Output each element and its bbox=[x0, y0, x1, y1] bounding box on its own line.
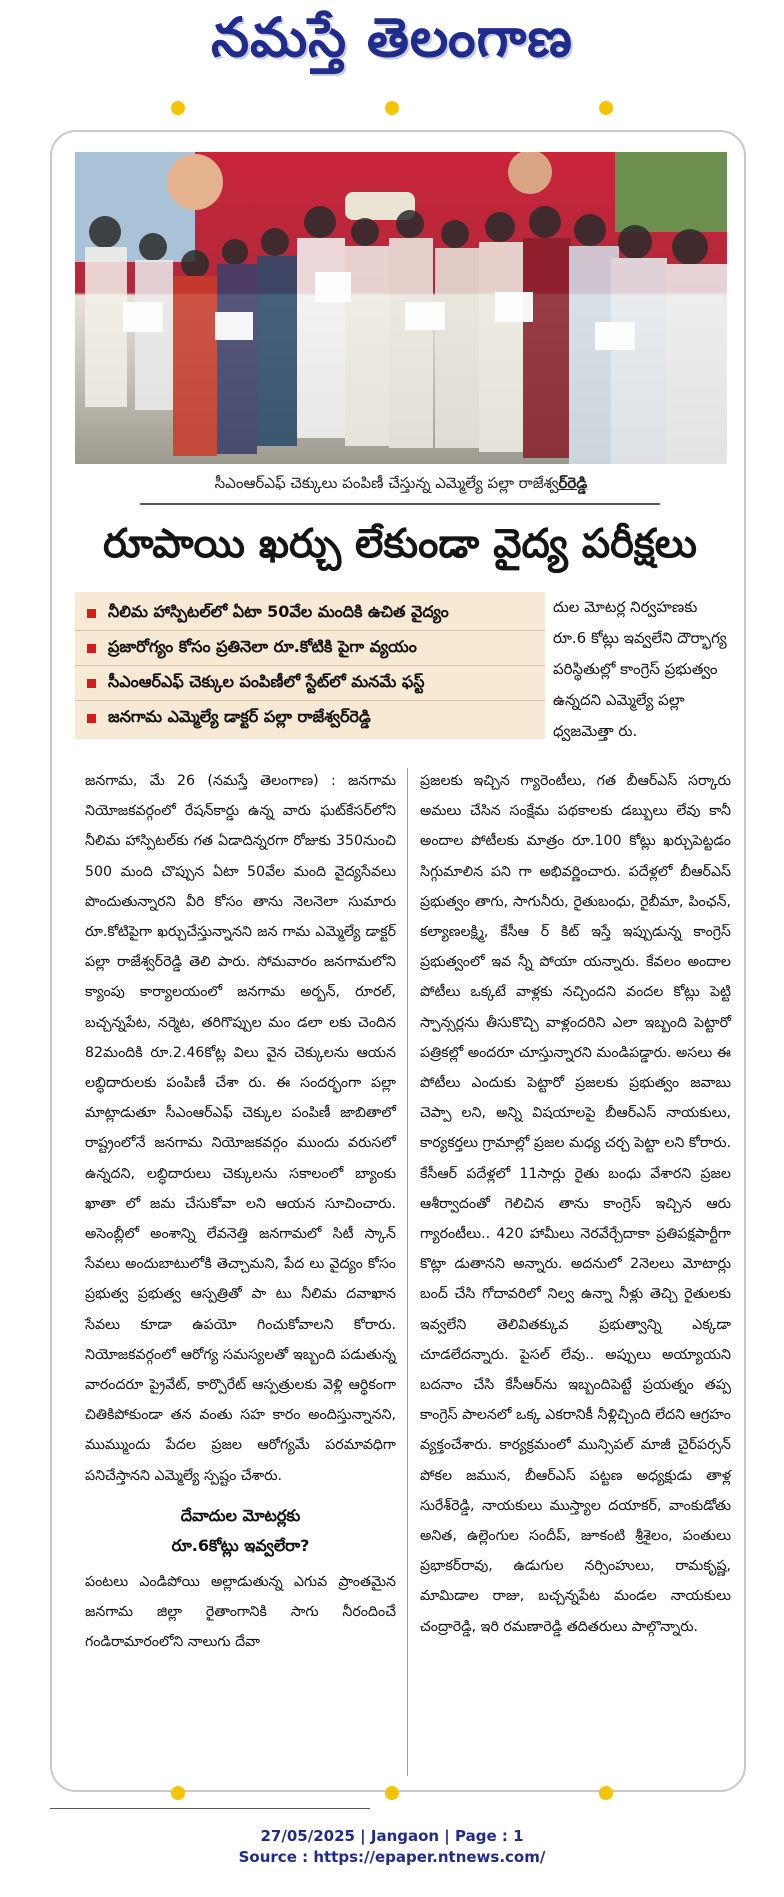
footer-source-link[interactable]: Source : https://epaper.ntnews.com/ bbox=[238, 1848, 546, 1866]
bullet-square-icon bbox=[87, 644, 96, 653]
bullet-square-icon bbox=[87, 679, 96, 688]
subheading-line: రూ.6కోట్లు ఇవ్వలేరా? bbox=[171, 1535, 310, 1555]
column-divider bbox=[407, 768, 408, 1776]
footer bbox=[0, 1826, 784, 1868]
highlights-box bbox=[75, 592, 545, 739]
subheading bbox=[85, 1501, 396, 1561]
bullet-square-icon bbox=[87, 609, 96, 618]
top-center-dot bbox=[385, 101, 399, 115]
bottom-center-dot bbox=[599, 1786, 613, 1800]
highlight-text: జనగామ ఎమ్మెల్యే డాక్టర్ పల్లా రాజేశ్వర్‌రెడ్డి bbox=[108, 706, 371, 726]
paragraph: ప్రజలకు ఇచ్చిన గ్యారెంటీలు, గత బీఆర్ఎస్ సర్కారు అమలు చేసిన సంక్షేమ పథకాలకు డబ్బులు లేవు కానీ అందాల పోటీలకు మాత్రం రూ.100 కోట్లు ఖర్చుపెట్టడం సిగ్గుమాలిన పని గా అభివర్ణించారు. పదేళ్లలో బీఆర్ఎస్ ప్రభుత్వం తాగు, సాగునీరు, రైతుబంధు, రైబీమా, పింఛన్, కల్యాణలక్ష్మి, కేసీఆ ర్ కిట్ ఇస్తే ఇప్పుడున్న కాంగ్రెస్ ప్రభుత్వంలో ఇవ న్నీ పోయా యన్నారు. కేవలం అందాల పోటీలు ఒక్కటే వాళ్లకు నచ్చిందని వందల కోట్లు పెట్టి స్పాన్సర్లను తీసుకొచ్చి వాళ్లందరిని ఎలా ఇబ్బంది పెట్టారో పత్రికల్లో అందరూ చూస్తున్నారని మండిపడ్డారు. అసలు ఈ పోటీలు ఎందుకు పెట్టారో ప్రజలకు ప్రభుత్వం జవాబు చెప్పా లని, అన్ని విషయాలపై బీఆర్ఎస్ నాయకులు, కార్యకర్తలు గ్రామాల్లో ప్రజల మధ్య చర్చ పెట్టా లని కోరారు. కేసీఆర్ పదేళ్లలో 11సార్లు రైతు బంధు వేశారని ప్రజల ఆశీర్వాదంతో గెలిచిన తాను కాంగ్రెస్ ఇచ్చిన ఆరు గ్యారంటీలు.. 420 హామీలు నెరవేర్చేదాకా ప్రతిపక్షపార్టీగా కొట్లా డుతానని అన్నారు. అదనులో 2నెలలు మోటార్లు బంద్ చేసి గోదావరిలో నిల్వ ఉన్నా నీళ్లు తెచ్చి రైతులకు ఇవ్వలేని తెలివితక్కువ ప్రభుత్వాన్ని ఎక్కడా చూడలేదన్నారు. పైసల్ లేవు.. అప్పులు అయ్యాయని బదనాం చేసి కేసీఆర్‌ను ఇబ్బందిపెట్టే ప్రయత్నం తప్ప కాంగ్రెస్ పాలనలో ఒక్క ఎకరానికీ నీళ్లిచ్చింది లేదని ఆగ్రహం వ్యక్తంచేశారు. కార్యక్రమంలో మున్సిపల్ మాజీ చైర్‌పర్సన్ పోకల జమున, బీఆర్ఎస్ పట్టణ అధ్యక్షుడు తాళ్ల సురేశ్‌రెడ్డి, నాయకులు ముస్త్యాల దయాకర్, వాంకుడోతు అనిత, ఉల్లెంగుల సందీప్, జూకంటి శ్రీశైలం, పంతులు ప్రభాకర్‌రావు, ఉడుగుల నర్సింహులు, రామకృష్ణ, మామిడాల రాజు, బచ్చన్నపేట మండల నాయకులు చంద్రారెడ్డి, ఇరి రమణారెడ్డి తదితరులు పాల్గొన్నారు. bbox=[420, 773, 731, 1635]
top-center-dot bbox=[599, 101, 613, 115]
highlight-text: సీఎంఆర్ఎఫ్ చెక్కుల పంపిణీలో స్టేట్‌లో మనమే ఫస్ట్ bbox=[108, 671, 425, 691]
caption-bold-text: ర్‌రెడ్డి bbox=[558, 474, 588, 492]
highlight-item bbox=[75, 631, 545, 666]
bottom-center-dot bbox=[171, 1786, 185, 1800]
paragraph: జనగామ, మే 26 (నమస్తే తెలంగాణ) : జనగామ నియోజకవర్గంలో రేషన్‌కార్డు ఉన్న వారు ఘట్‌కేసర్‌లోని నీలిమ హాస్పిటల్‌కు గత ఏడాదిన్నరగా రోజుకు 350నుంచి 500 మంది చొప్పున ఏటా 50వేల మంది వైద్యసేవలు పొందుతున్నారని వీరి కోసం తాను నెలనెలా సుమారు రూ.కోటిపైగా ఖర్చుచేస్తున్నానని జన గామ ఎమ్మెల్యే డాక్టర్ పల్లా రాజేశ్వర్‌రెడ్డి తెలి పారు. సోమవారం జనగామలోని క్యాంపు కార్యాలయంలో జనగామ అర్బన్, రూరల్, బచ్చన్నపేట, నర్మెట, తరిగొప్పుల మం డలా లకు చెందిన 82మందికి రూ.2.46కోట్ల విలు వైన చెక్కులను ఆయన లబ్ధిదారులకు పంపిణీ చేశా రు. ఈ సందర్భంగా పల్లా మాట్లాడుతూ సీఎంఆర్ఎఫ్ చెక్కుల పంపిణీ జాబితాలో రాష్ట్రంలోనే జనగామ నియోజకవర్గం ముందు వరుసలో ఉన్నదని, లబ్ధిదారులు చెక్కులను సకాలంలో బ్యాంకు ఖాతా లో జమ చేసుకోవా లని ఆయన సూచించారు. అసెంబ్లీలో అంశాన్ని లేవనెత్తి జనగామలో సిటీ స్కాన్ సేవలు అందుబాటులోకి తెచ్చామని, పేద లు వైద్యం కోసం ప్రభుత్వ ప్రభుత్వ ఆస్పత్రితో పా టు నీలిమ దవాఖాన సేవలు కూడా ఉపయో గించుకోవాలని కోరారు. నియోజకవర్గంలో ఆరోగ్య సమస్యలతో ఇబ్బంది పడుతున్న వారందరూ ప్రైవేట్, కార్పొరేట్ ఆస్పత్రులకు వెళ్లి ఆర్థికంగా చితికిపోకుండా తన వంతు సహ కారం అందిస్తున్నానని, ముమ్ముందు పేదల ప్రజల ఆరోగ్యమే పరమావధిగా పనిచేస్తానని ఎమ్మెల్యే స్పష్టం చేశారు. bbox=[85, 773, 396, 1484]
highlight-text: నీలిమ హాస్పిటల్‌లో ఏటా 50వేల మందికి ఉచిత వైద్యం bbox=[108, 601, 449, 621]
newspaper-title: నమస్తే తెలంగాణ bbox=[211, 6, 573, 69]
footer-date-edition: 27/05/2025 | Jangaon | Page : 1 bbox=[260, 1827, 524, 1845]
photo-caption bbox=[75, 468, 727, 498]
caption-text: సీఎంఆర్ఎఫ్ చెక్కులు పంపిణీ చేస్తున్న ఎమ్మెల్యే పల్లా రాజేశ్వ bbox=[214, 474, 559, 492]
bullet-square-icon bbox=[87, 714, 96, 723]
footer-rule bbox=[50, 1808, 370, 1809]
highlight-item bbox=[75, 596, 545, 631]
side-column-text: దుల మోటర్ల నిర్వహణకు రూ.6 కోట్లు ఇవ్వలేని దౌర్భాగ్య పరిస్థితుల్లో కాంగ్రెస్ ప్రభుత్వం ఉన్నదని ఎమ్మెల్యే పల్లా ధ్వజమెత్తా రు. bbox=[553, 598, 727, 740]
headline: రూపాయి ఖర్చు లేకుండా వైద్య పరీక్షలు bbox=[103, 521, 697, 567]
bottom-center-dot bbox=[385, 1786, 399, 1800]
paragraph: పంటలు ఎండిపోయి అల్లాడుతున్న ఎగువ ప్రాంతమైన జనగామ జిల్లా రైతాంగానికి సాగు నీరందించే గండిరామారంలోని నాలుగు దేవా bbox=[85, 1573, 396, 1651]
masthead bbox=[0, 0, 784, 96]
article-photo bbox=[75, 152, 727, 464]
highlight-text: ప్రజారోగ్యం కోసం ప్రతినెలా రూ.కోటికి పైగా వ్యయం bbox=[108, 636, 417, 656]
article-column-right bbox=[420, 766, 731, 1642]
subheading-line: దేవాదుల మోటర్లకు bbox=[180, 1505, 301, 1525]
article-column-left bbox=[85, 766, 396, 1657]
caption-underline bbox=[140, 503, 660, 505]
highlight-item bbox=[75, 701, 545, 735]
highlight-item bbox=[75, 666, 545, 701]
top-center-dot bbox=[171, 101, 185, 115]
